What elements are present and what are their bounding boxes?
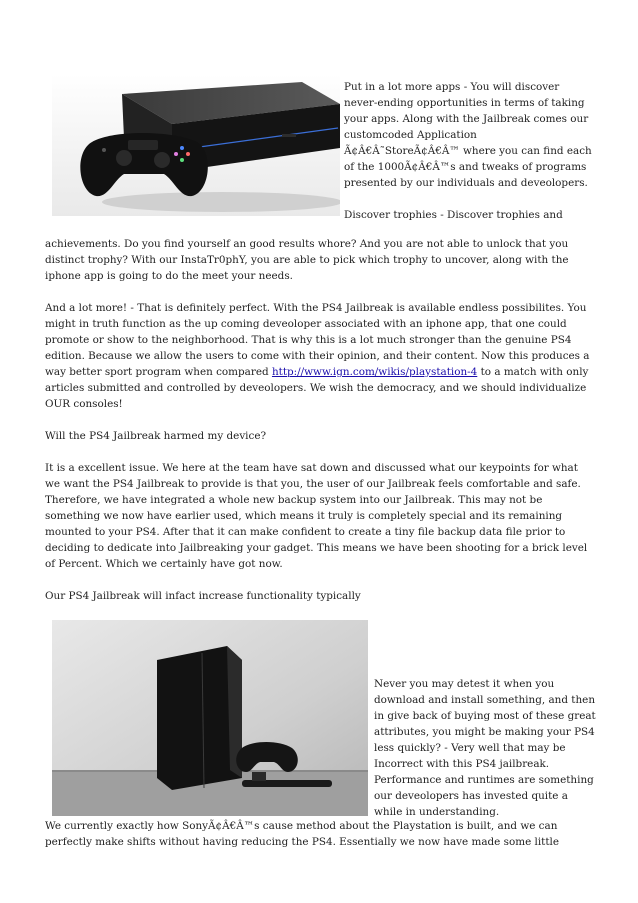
paragraph-question: Will the PS4 Jailbreak harmed my device? <box>45 430 267 442</box>
main-text <box>45 236 595 620</box>
paragraph-apps: Put in a lot more apps - You will discover never-ending opportunities in terms of taking your apps. Along with the Jailbreak comes our customcoded Application Ã¢Â€Â˜StoreÃ¢Â€Â™ where you can find each of the 1000Ã¢Â€Â™s and tweaks of programs presented by our individuals and deveolopers. <box>344 81 592 189</box>
right-column-top <box>344 79 594 223</box>
ign-wiki-link[interactable]: http://www.ign.com/wikis/playstation-4 <box>271 366 478 378</box>
paragraph-performance: Never you may detest it when you download and install something, and then in give back of buying most of these great attributes, you might be making your PS4 less quickly? - Very well that may be Incorrect with this PS4 jailbreak. Performance and runtimes are something our deveolopers has invested quite a while in understanding. <box>374 678 596 818</box>
paragraph-more-text-end: to a match with only articles submitted and controlled by deveolopers. We wish the democracy, and we should individualize OUR consoles! <box>45 366 589 410</box>
right-column-bottom <box>374 676 596 820</box>
paragraph-more-text: And a lot more! - That is definitely perfect. With the PS4 Jailbreak is available endless possibilites. You might in truth function as the up coming deveoloper associated with an iphone app, that one could promote or show to the neighborhood. That is why this is a lot much stronger than the genuine PS4 edition. Because we allow the users to come with their opinion, and their content. Now this produces a way better sport program when compared <box>45 302 590 378</box>
console-controller-image <box>52 74 340 216</box>
paragraph-functionality: Our PS4 Jailbreak will infact increase functionality typically <box>45 590 361 602</box>
paragraph-trophies-rest: achievements. Do you find yourself an good results whore? And you are not able to unlock that you distinct trophy? With our InstaTr0phY, you are able to pick which trophy to uncover, along with the iphone app is going to do the meet your needs. <box>45 238 569 282</box>
paragraph-trophies-start: Discover trophies - Discover trophies and <box>344 209 563 221</box>
bottom-text <box>45 818 595 850</box>
paragraph-backup: It is a excellent issue. We here at the team have sat down and discussed what our keypoints for what we want the PS4 Jailbreak to provide is that you, the user of our Jailbreak feels comfortable and safe. Therefore, we have integrated a whole new backup system into our Jailbreak. This may not be something we now have earlier used, which means it truly is completely special and its remaining mounted to your PS4. After that it can make confident to create a tiny file backup data file prior to deciding to dedicate into Jailbreaking your gadget. This means we have been shooting for a brick level of Percent. Which we certainly have got now. <box>45 462 588 570</box>
ps4-console-image <box>52 620 368 816</box>
paragraph-more <box>45 300 595 412</box>
paragraph-sony: We currently exactly how SonyÃ¢Â€Â™s cause method about the Playstation is built, and we can perfectly make shifts without having reducing the PS4. Essentially we now have made some little <box>45 820 560 848</box>
